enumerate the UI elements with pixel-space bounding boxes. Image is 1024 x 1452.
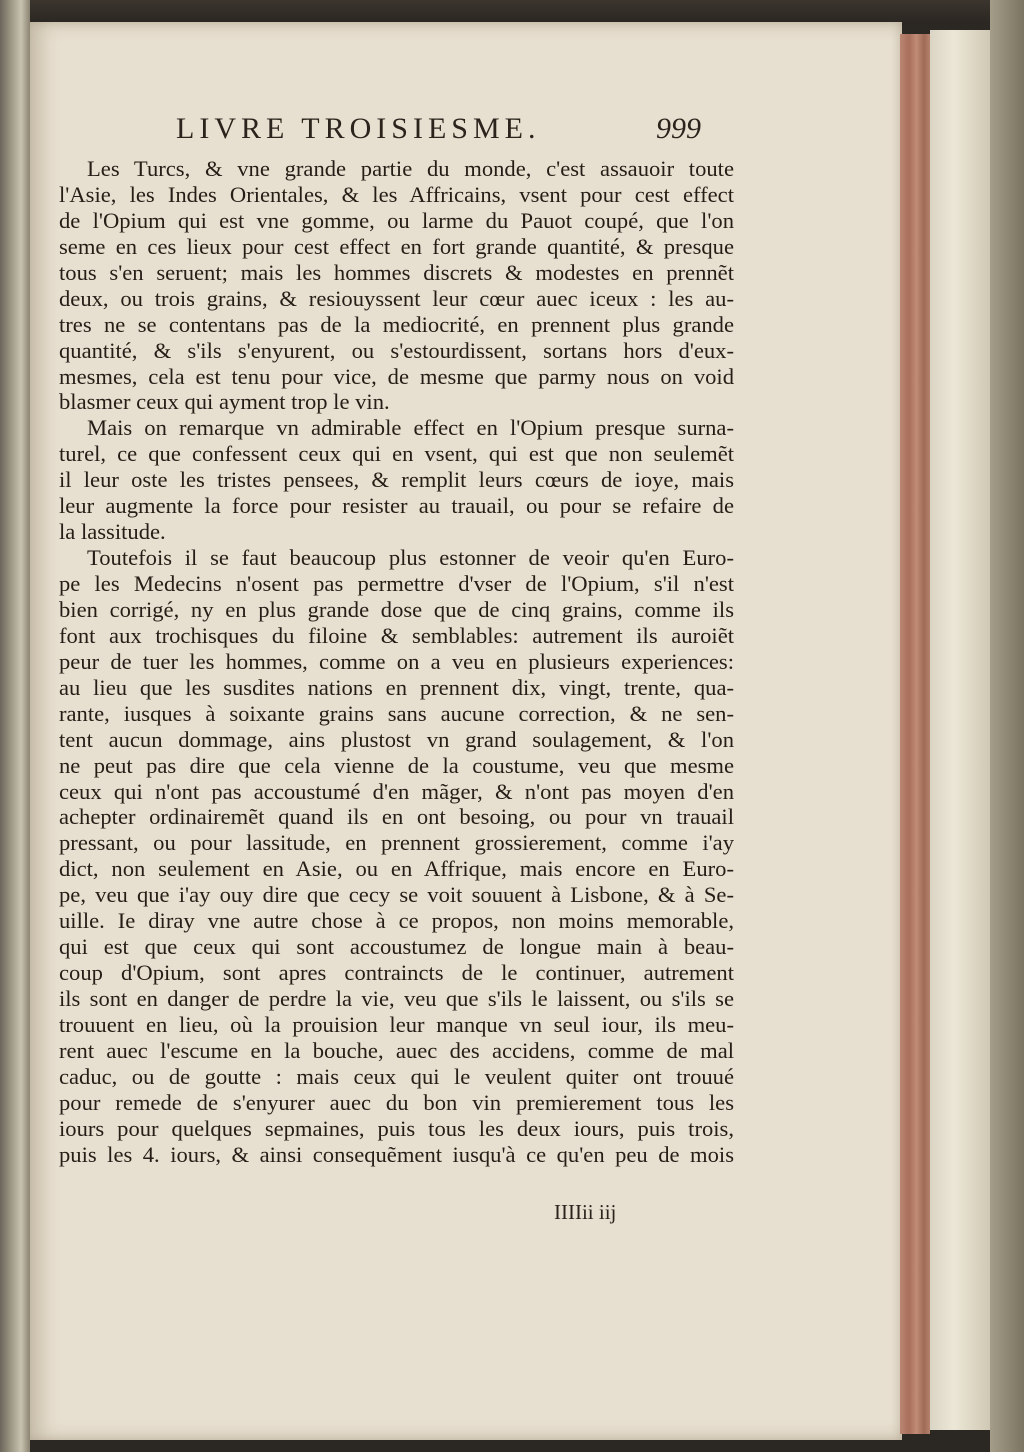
text-line: de l'Opium qui est vne gomme, ou larme du Pauot coupé, que l'on (59, 207, 734, 233)
text-line: qui est que ceux qui sont accoustumez de longue main à beau- (59, 934, 734, 960)
text-line: puis les 4. iours, & ainsi consequẽment iusqu'à ce qu'en peu de mois (59, 1141, 734, 1167)
text-line: uille. Ie diray vne autre chose à ce propos, non moins memorable, (59, 908, 734, 934)
text-line: caduc, ou de goutte : mais ceux qui le veulent quiter ont trouué (59, 1063, 734, 1089)
text-line: quantité, & s'ils s'enyurent, ou s'estourdissent, sortans hors d'eux- (59, 337, 734, 363)
running-title: LIVRE TROISIESME. (176, 112, 541, 145)
text-line: rante, iusques à soixante grains sans aucune correction, & ne sen- (59, 700, 734, 726)
body-text (59, 156, 734, 1168)
text-line: turel, ce que confessent ceux qui en vsent, qui est que non seulemẽt (59, 441, 734, 467)
text-line: au lieu que les susdites nations en prennent dix, vingt, trente, qua- (59, 674, 734, 700)
text-line: pressant, ou pour lassitude, en prennent grossierement, comme i'ay (59, 830, 734, 856)
book-cover-board (930, 30, 990, 1430)
text-line: ils sont en danger de perdre la vie, veu que s'ils le laissent, ou s'ils se (59, 986, 734, 1011)
text-line: trouuent en lieu, où la prouision leur manque vn seul iour, ils meu- (59, 1011, 734, 1037)
text-line: pe les Medecins n'osent pas permettre d'vser de l'Opium, s'il n'est (59, 571, 734, 596)
scan-top-edge (0, 0, 1024, 22)
text-line: bien corrigé, ny en plus grande dose que de cinq grains, comme ils (59, 596, 734, 622)
text-line: rent auec l'escume en la bouche, auec des accidens, comme de mal (59, 1037, 734, 1063)
text-line: achepter ordinairemẽt quand ils en ont besoing, ou pour vn trauail (59, 804, 734, 830)
text-line: pour remede de s'enyurer auec du bon vin premierement tous les (59, 1089, 734, 1115)
text-line: font aux trochisques du filoine & semblables: autrement ils auroiẽt (59, 622, 734, 648)
text-line: leur augmente la force pour resister au trauail, ou pour se refaire de (59, 493, 734, 519)
text-line: dict, non seulement en Asie, ou en Affrique, mais encore en Euro- (59, 856, 734, 882)
text-line: l'Asie, les Indes Orientales, & les Affricains, vsent pour cest effect (59, 181, 734, 207)
text-line: ne peut pas dire que cela vienne de la coustume, veu que mesme (59, 752, 734, 778)
text-line: iours pour quelques sepmaines, puis tous les deux iours, puis trois, (59, 1115, 734, 1141)
book-binding-left (0, 0, 30, 1452)
text-line: tous s'en seruent; mais les hommes discrets & modestes en prennẽt (59, 259, 734, 285)
text-line: mesmes, cela est tenu pour vice, de mesme que parmy nous on void (59, 363, 734, 389)
page-edges-red (900, 34, 930, 1434)
page-number: 999 (656, 112, 701, 145)
text-line: Toutefois il se faut beaucoup plus estonner de veoir qu'en Euro- (87, 545, 734, 571)
signature-mark: IIIIii iij (554, 1200, 617, 1224)
text-line: pe, veu que i'ay ouy dire que cecy se voit souuent à Lisbone, & à Se- (59, 882, 734, 908)
text-line: la lassitude. (59, 519, 166, 545)
text-line: coup d'Opium, sont apres contraincts de le continuer, autrement (59, 960, 734, 986)
scan-right-edge (990, 0, 1024, 1452)
page-header (0, 112, 1024, 152)
text-line: peur de tuer les hommes, comme on a veu en plusieurs experiences: (59, 648, 734, 674)
text-line: deux, ou trois grains, & resiouyssent leur cœur auec iceux : les au- (59, 285, 734, 311)
text-line: Mais on remarque vn admirable effect en l'Opium presque surna- (87, 415, 734, 441)
text-line: seme en ces lieux pour cest effect en fort grande quantité, & presque (59, 233, 734, 259)
text-line: tent aucun dommage, ains plustost vn grand soulagement, & l'on (59, 726, 734, 752)
text-line: il leur oste les tristes pensees, & remplit leurs cœurs de ioye, mais (59, 467, 734, 493)
text-line: Les Turcs, & vne grande partie du monde, c'est assauoir toute (87, 156, 734, 181)
text-line: tres ne se contentans pas de la mediocrité, en prennent plus grande (59, 311, 734, 337)
text-line: ceux qui n'ont pas accoustumé d'en mãger, & n'ont pas moyen d'en (59, 778, 734, 804)
text-line: blasmer ceux qui ayment trop le vin. (59, 389, 390, 415)
